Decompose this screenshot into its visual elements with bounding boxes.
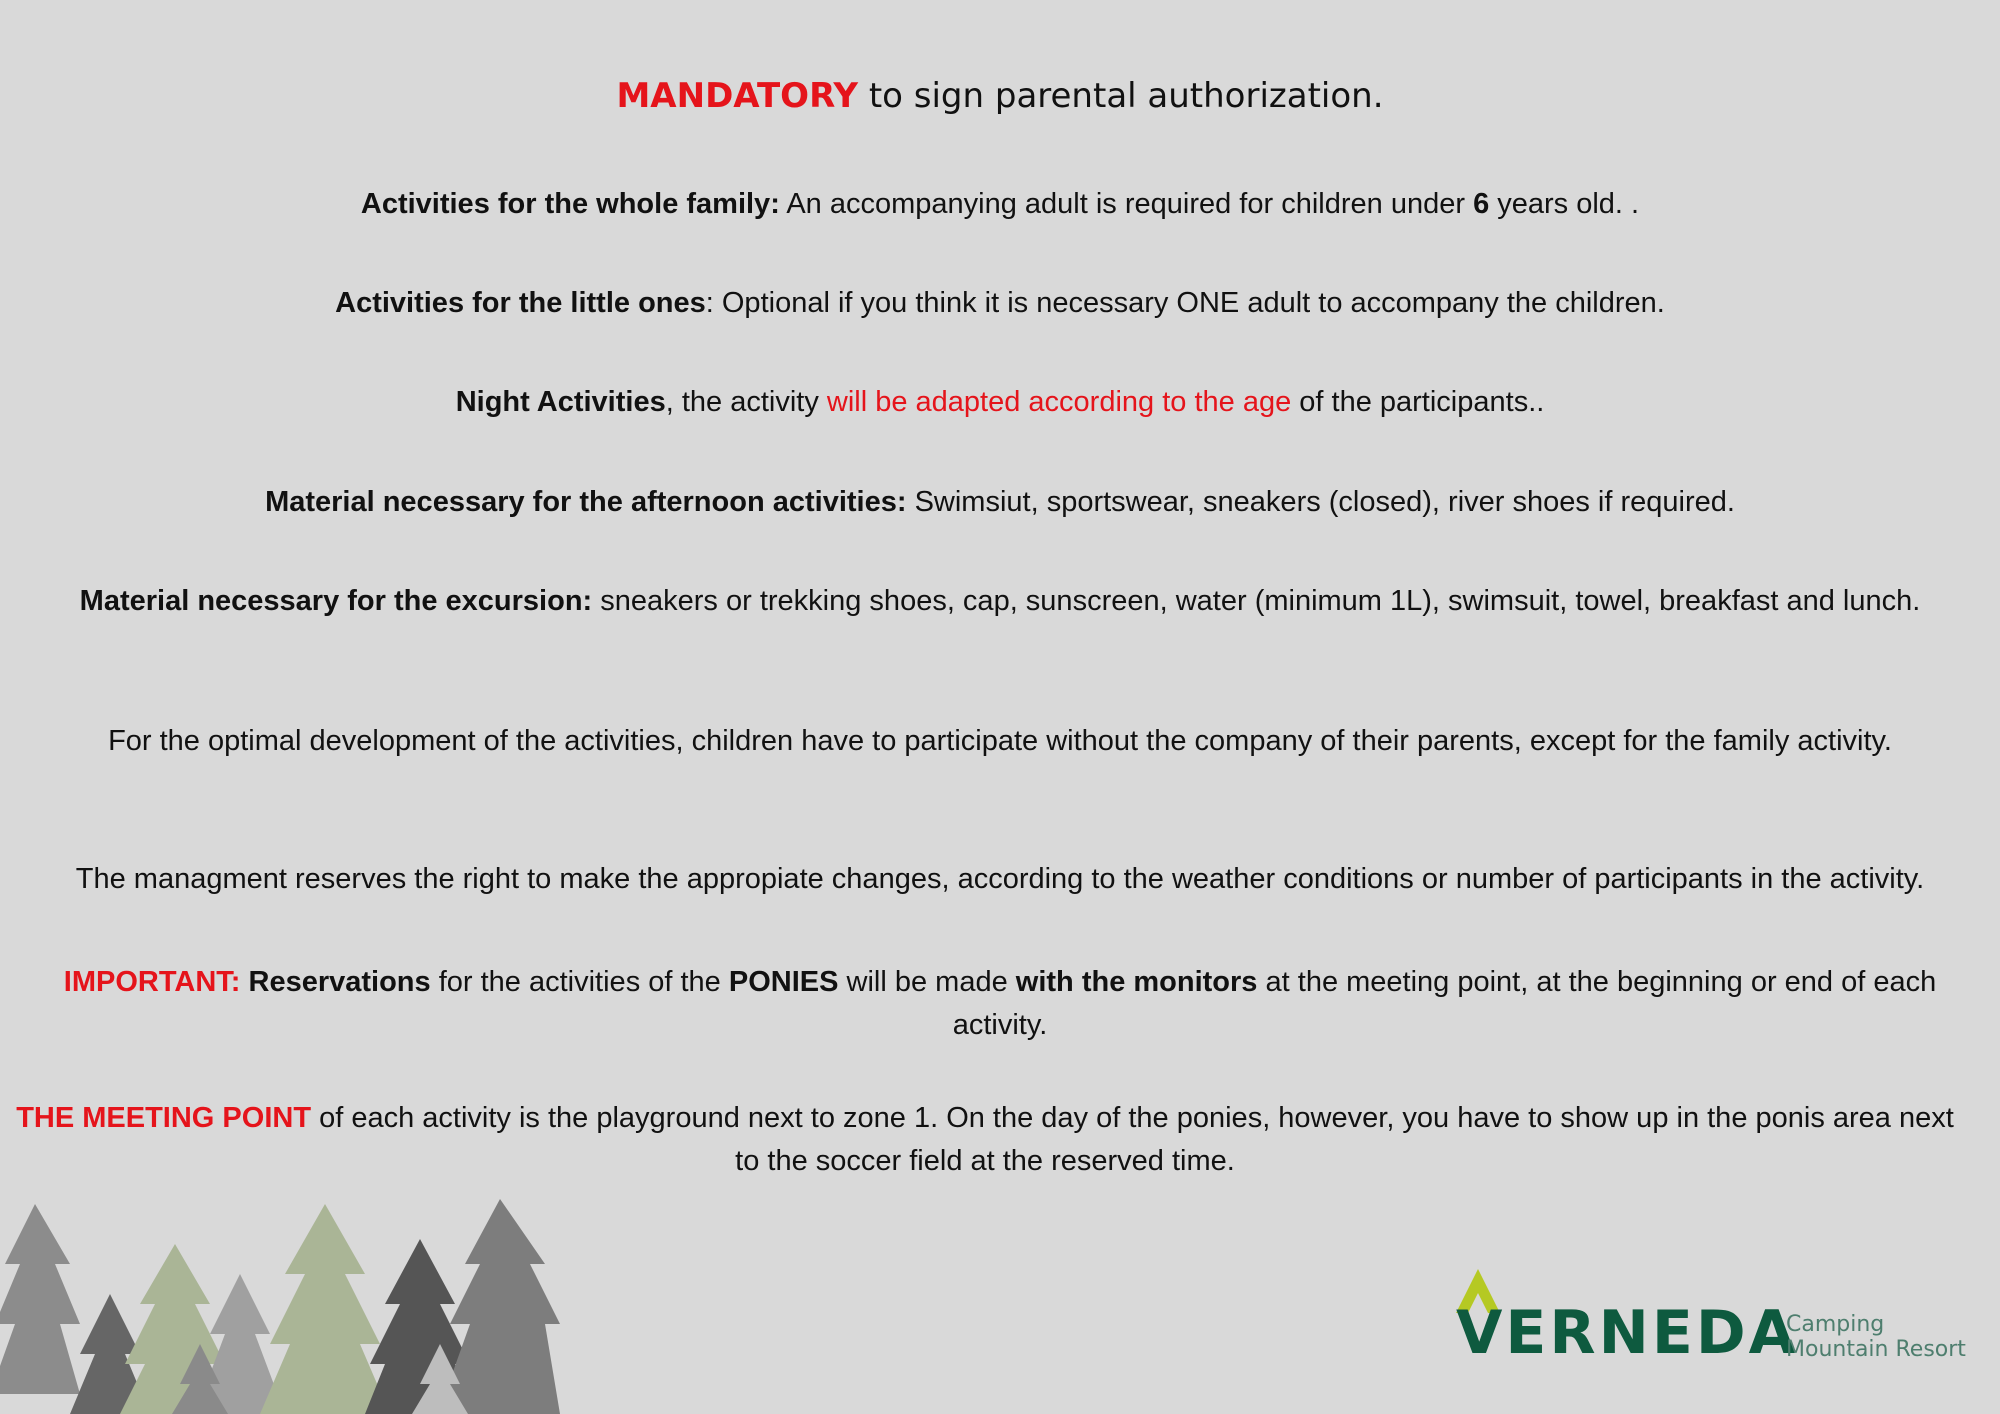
monitors-word: with the monitors	[1015, 966, 1258, 998]
afternoon-text: Swimsiut, sportswear, sneakers (closed), river shoes if required.	[914, 486, 1735, 518]
important-text-2: will be made	[846, 966, 1008, 998]
family-activities-line	[0, 183, 2000, 226]
family-text: An accompanying adult is required for children under	[786, 188, 1465, 220]
logo-subtitle-line-1: Camping	[1786, 1312, 1885, 1337]
excursion-material-line	[0, 580, 2000, 623]
important-label: IMPORTANT:	[63, 966, 241, 998]
night-text: , the activity	[665, 386, 819, 418]
night-text-end: of the participants..	[1299, 386, 1545, 418]
night-highlight: will be adapted according to the age	[826, 386, 1292, 418]
pine-trees-illustration	[0, 1194, 570, 1414]
management-line: The managment reserves the right to make the appropiate changes, according to the weather conditions or number of participants in the activity.	[75, 863, 1925, 895]
mandatory-label: MANDATORY	[616, 76, 859, 116]
excursion-text: sneakers or trekking shoes, cap, sunscreen, water (minimum 1L), swimsuit, towel, breakfast and lunch.	[600, 585, 1921, 617]
afternoon-label: Material necessary for the afternoon activities:	[265, 486, 907, 518]
little-ones-text: : Optional if you think it is necessary ONE adult to accompany the children.	[705, 287, 1665, 319]
ponies-word: PONIES	[728, 966, 839, 998]
tree-icon	[0, 1204, 80, 1394]
family-label: Activities for the whole family:	[360, 188, 780, 220]
tree-icon	[260, 1204, 390, 1414]
verneda-logo-text: VERNEDA	[1456, 1298, 1799, 1368]
tree-icon	[445, 1199, 560, 1414]
logo-subtitle-line-2: Mountain Resort	[1786, 1337, 1966, 1362]
little-ones-label: Activities for the little ones	[335, 287, 706, 319]
important-notice	[20, 961, 1980, 1047]
meeting-point-label: THE MEETING POINT	[16, 1102, 312, 1134]
meeting-point-notice	[10, 1097, 1960, 1183]
little-ones-line	[0, 282, 2000, 325]
family-text-end: years old. .	[1497, 188, 1640, 220]
page-title	[0, 75, 2000, 118]
afternoon-material-line	[0, 481, 2000, 524]
reservations-word: Reservations	[248, 966, 431, 998]
excursion-label: Material necessary for the excursion:	[79, 585, 593, 617]
night-label: Night Activities	[455, 386, 666, 418]
night-activities-line	[0, 381, 2000, 424]
family-age: 6	[1473, 188, 1490, 220]
important-text: for the activities of the	[438, 966, 721, 998]
meeting-point-text: of each activity is the playground next to zone 1. On the day of the ponies, however, you have to show up in the ponis area next to the soccer field at the reserved time.	[319, 1102, 1954, 1177]
title-text: to sign parental authorization.	[868, 76, 1384, 116]
optimal-development-line: For the optimal development of the activities, children have to participate without the company of their parents, except for the family activity.	[108, 725, 1892, 757]
logo-subtitle	[1786, 1312, 1966, 1362]
important-text-3: at the meeting point, at the beginning or end of each activity.	[952, 966, 1937, 1041]
